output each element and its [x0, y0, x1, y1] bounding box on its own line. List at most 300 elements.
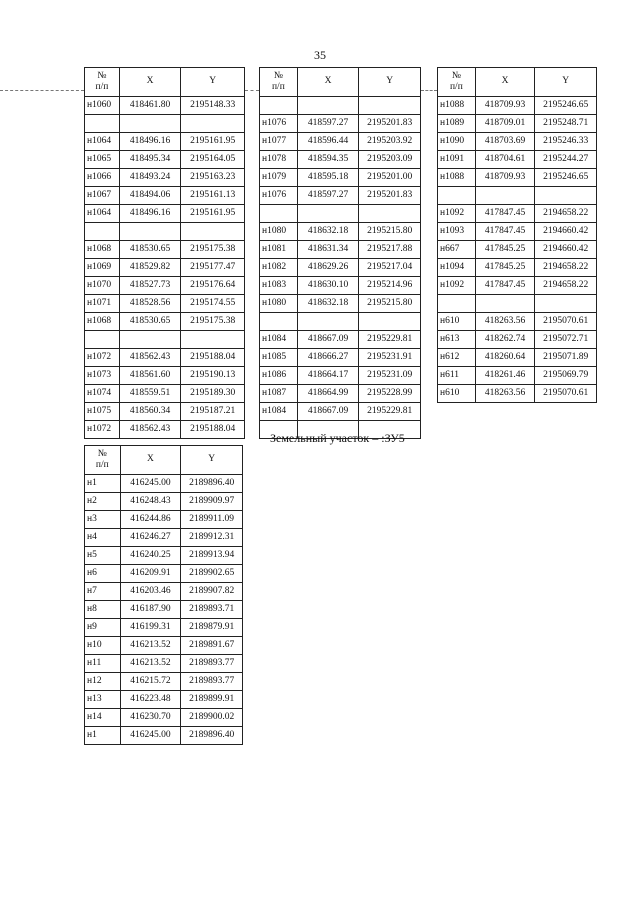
y-coordinate-cell: 2195161.95 — [181, 205, 245, 223]
point-number-cell: н1074 — [85, 385, 120, 403]
x-coordinate-cell: 416248.43 — [120, 493, 181, 511]
y-coordinate-cell — [535, 295, 597, 313]
table-row — [438, 115, 597, 133]
coordinates-table-left — [84, 67, 245, 439]
table-row — [260, 223, 421, 241]
y-coordinate-cell — [359, 97, 421, 115]
x-coordinate-cell: 416203.46 — [120, 583, 181, 601]
header-number-sign: № — [451, 71, 461, 81]
y-coordinate-cell: 2195190.13 — [181, 367, 245, 385]
x-coordinate-cell — [297, 97, 359, 115]
x-coordinate-cell: 418632.18 — [297, 223, 359, 241]
y-coordinate-cell: 2189912.31 — [181, 529, 243, 547]
table-row — [260, 313, 421, 331]
point-number-cell — [438, 187, 476, 205]
x-coordinate-cell: 416199.31 — [120, 619, 181, 637]
table-row — [85, 385, 245, 403]
x-coordinate-cell: 416215.72 — [120, 673, 181, 691]
x-coordinate-cell: 418632.18 — [297, 295, 359, 313]
table-row — [85, 313, 245, 331]
y-coordinate-cell: 2189911.09 — [181, 511, 243, 529]
table-row — [438, 259, 597, 277]
x-coordinate-cell: 418597.27 — [297, 115, 359, 133]
y-coordinate-cell: 2194658.22 — [535, 259, 597, 277]
x-coordinate-cell: 418562.43 — [119, 421, 181, 439]
table-row — [438, 331, 597, 349]
y-coordinate-cell: 2189896.40 — [181, 727, 243, 745]
table-row — [438, 295, 597, 313]
table-row — [85, 421, 245, 439]
table-row — [85, 475, 243, 493]
point-number-cell — [85, 331, 120, 349]
point-number-cell: н11 — [85, 655, 121, 673]
header-number — [438, 68, 476, 97]
header-number-sign: № — [97, 449, 107, 459]
y-coordinate-cell: 2195070.61 — [535, 385, 597, 403]
y-coordinate-cell: 2189896.40 — [181, 475, 243, 493]
y-coordinate-cell: 2195164.05 — [181, 151, 245, 169]
y-coordinate-cell: 2195188.04 — [181, 349, 245, 367]
header-number-abbr: п/п — [95, 460, 109, 470]
table-row — [85, 529, 243, 547]
table-row — [438, 169, 597, 187]
y-coordinate-cell: 2195161.95 — [181, 133, 245, 151]
point-number-cell — [85, 223, 120, 241]
y-coordinate-cell: 2195215.80 — [359, 223, 421, 241]
point-number-cell: н610 — [438, 313, 476, 331]
y-coordinate-cell: 2189893.77 — [181, 673, 243, 691]
x-coordinate-cell: 417847.45 — [475, 223, 535, 241]
x-coordinate-cell: 418631.34 — [297, 241, 359, 259]
y-coordinate-cell: 2195228.99 — [359, 385, 421, 403]
table-row — [260, 385, 421, 403]
y-coordinate-cell — [535, 187, 597, 205]
x-coordinate-cell: 418709.93 — [475, 169, 535, 187]
x-coordinate-cell: 418595.18 — [297, 169, 359, 187]
table-row — [85, 205, 245, 223]
table-row — [260, 331, 421, 349]
point-number-cell: н612 — [438, 349, 476, 367]
x-coordinate-cell: 418496.16 — [119, 133, 181, 151]
y-coordinate-cell: 2195201.83 — [359, 187, 421, 205]
x-coordinate-cell: 418261.46 — [475, 367, 535, 385]
table-row — [85, 601, 243, 619]
table-row — [260, 151, 421, 169]
y-coordinate-cell: 2195231.91 — [359, 349, 421, 367]
coordinates-table-zu5 — [84, 445, 243, 745]
y-coordinate-cell: 2195174.55 — [181, 295, 245, 313]
y-coordinate-cell: 2189879.91 — [181, 619, 243, 637]
table-row — [438, 367, 597, 385]
point-number-cell: н1086 — [260, 367, 298, 385]
y-coordinate-cell — [359, 313, 421, 331]
x-coordinate-cell: 417847.45 — [475, 277, 535, 295]
point-number-cell: н1 — [85, 475, 121, 493]
y-coordinate-cell: 2195203.92 — [359, 133, 421, 151]
x-coordinate-cell: 418560.34 — [119, 403, 181, 421]
y-coordinate-cell: 2195177.47 — [181, 259, 245, 277]
y-coordinate-cell: 2194658.22 — [535, 205, 597, 223]
x-coordinate-cell: 417845.25 — [475, 241, 535, 259]
y-coordinate-cell: 2195163.23 — [181, 169, 245, 187]
point-number-cell — [438, 295, 476, 313]
point-number-cell: н1073 — [85, 367, 120, 385]
table-row — [85, 133, 245, 151]
y-coordinate-cell — [181, 223, 245, 241]
x-coordinate-cell: 418528.56 — [119, 295, 181, 313]
x-coordinate-cell — [475, 187, 535, 205]
y-coordinate-cell: 2195231.09 — [359, 367, 421, 385]
y-coordinate-cell: 2194660.42 — [535, 241, 597, 259]
y-coordinate-cell — [359, 205, 421, 223]
page-number: 35 — [314, 48, 326, 62]
table-row — [85, 511, 243, 529]
x-coordinate-cell: 418461.80 — [119, 97, 181, 115]
table-row — [85, 637, 243, 655]
x-coordinate-cell: 416240.25 — [120, 547, 181, 565]
y-coordinate-cell: 2189900.02 — [181, 709, 243, 727]
y-coordinate-cell: 2195072.71 — [535, 331, 597, 349]
point-number-cell: н1089 — [438, 115, 476, 133]
x-coordinate-cell: 417847.45 — [475, 205, 535, 223]
x-coordinate-cell: 418664.99 — [297, 385, 359, 403]
y-coordinate-cell: 2194658.22 — [535, 277, 597, 295]
x-coordinate-cell: 418530.65 — [119, 241, 181, 259]
table-row — [85, 547, 243, 565]
x-coordinate-cell: 418527.73 — [119, 277, 181, 295]
x-coordinate-cell: 418703.69 — [475, 133, 535, 151]
y-coordinate-cell: 2189902.65 — [181, 565, 243, 583]
table-row — [85, 241, 245, 259]
header-y: Y — [181, 68, 245, 97]
x-coordinate-cell: 418262.74 — [475, 331, 535, 349]
point-number-cell — [260, 313, 298, 331]
x-coordinate-cell: 416213.52 — [120, 637, 181, 655]
point-number-cell: н1084 — [260, 403, 298, 421]
y-coordinate-cell: 2195148.33 — [181, 97, 245, 115]
x-coordinate-cell: 416230.70 — [120, 709, 181, 727]
x-coordinate-cell: 416223.48 — [120, 691, 181, 709]
point-number-cell: н1082 — [260, 259, 298, 277]
y-coordinate-cell: 2195246.65 — [535, 97, 597, 115]
y-coordinate-cell: 2195248.71 — [535, 115, 597, 133]
dashed-line-left — [0, 90, 84, 91]
table-row — [260, 115, 421, 133]
point-number-cell: н1077 — [260, 133, 298, 151]
table-row — [438, 349, 597, 367]
table-row — [438, 205, 597, 223]
x-coordinate-cell: 418709.01 — [475, 115, 535, 133]
y-coordinate-cell: 2194660.42 — [535, 223, 597, 241]
point-number-cell: н1093 — [438, 223, 476, 241]
header-number-abbr: п/п — [449, 82, 463, 92]
x-coordinate-cell: 418559.51 — [119, 385, 181, 403]
point-number-cell — [260, 205, 298, 223]
y-coordinate-cell — [181, 331, 245, 349]
x-coordinate-cell: 418630.10 — [297, 277, 359, 295]
header-number — [85, 446, 121, 475]
table-row — [260, 295, 421, 313]
x-coordinate-cell: 418629.26 — [297, 259, 359, 277]
x-coordinate-cell: 416187.90 — [120, 601, 181, 619]
table-row — [260, 205, 421, 223]
x-coordinate-cell: 418596.44 — [297, 133, 359, 151]
table-row — [85, 187, 245, 205]
point-number-cell: н3 — [85, 511, 121, 529]
y-coordinate-cell: 2195189.30 — [181, 385, 245, 403]
point-number-cell: н1084 — [260, 331, 298, 349]
coordinates-table-middle — [259, 67, 421, 439]
point-number-cell: н12 — [85, 673, 121, 691]
table-row — [438, 223, 597, 241]
point-number-cell: н1088 — [438, 169, 476, 187]
point-number-cell: н1068 — [85, 313, 120, 331]
header-x: X — [120, 446, 181, 475]
point-number-cell: н613 — [438, 331, 476, 349]
table-row — [85, 169, 245, 187]
y-coordinate-cell: 2189893.71 — [181, 601, 243, 619]
point-number-cell: н1091 — [438, 151, 476, 169]
table-row — [260, 349, 421, 367]
y-coordinate-cell: 2195215.80 — [359, 295, 421, 313]
point-number-cell: н1081 — [260, 241, 298, 259]
point-number-cell: н1060 — [85, 97, 120, 115]
x-coordinate-cell — [297, 205, 359, 223]
header-number-sign: № — [273, 71, 283, 81]
point-number-cell: н14 — [85, 709, 121, 727]
point-number-cell: н1085 — [260, 349, 298, 367]
y-coordinate-cell: 2195246.33 — [535, 133, 597, 151]
table-row — [260, 241, 421, 259]
point-number-cell: н4 — [85, 529, 121, 547]
table-row — [85, 349, 245, 367]
table-row — [85, 295, 245, 313]
y-coordinate-cell: 2189907.82 — [181, 583, 243, 601]
x-coordinate-cell: 418666.27 — [297, 349, 359, 367]
x-coordinate-cell: 418667.09 — [297, 331, 359, 349]
table-row — [85, 151, 245, 169]
point-number-cell: н1 — [85, 727, 121, 745]
table-row — [85, 691, 243, 709]
x-coordinate-cell: 418529.82 — [119, 259, 181, 277]
point-number-cell: н1092 — [438, 205, 476, 223]
y-coordinate-cell: 2195246.65 — [535, 169, 597, 187]
y-coordinate-cell: 2195070.61 — [535, 313, 597, 331]
x-coordinate-cell — [119, 331, 181, 349]
y-coordinate-cell: 2195217.04 — [359, 259, 421, 277]
table-row — [85, 673, 243, 691]
point-number-cell: н9 — [85, 619, 121, 637]
y-coordinate-cell: 2195175.38 — [181, 241, 245, 259]
point-number-cell: н610 — [438, 385, 476, 403]
point-number-cell — [85, 115, 120, 133]
point-number-cell: н6 — [85, 565, 121, 583]
x-coordinate-cell: 416246.27 — [120, 529, 181, 547]
table-row — [438, 151, 597, 169]
point-number-cell: н1094 — [438, 259, 476, 277]
x-coordinate-cell: 418530.65 — [119, 313, 181, 331]
table-row — [438, 241, 597, 259]
x-coordinate-cell — [475, 295, 535, 313]
x-coordinate-cell: 416244.86 — [120, 511, 181, 529]
table-row — [260, 277, 421, 295]
x-coordinate-cell: 418667.09 — [297, 403, 359, 421]
y-coordinate-cell: 2195069.79 — [535, 367, 597, 385]
x-coordinate-cell: 418263.56 — [475, 385, 535, 403]
point-number-cell: н1088 — [438, 97, 476, 115]
point-number-cell: н1087 — [260, 385, 298, 403]
point-number-cell: н1075 — [85, 403, 120, 421]
y-coordinate-cell: 2195175.38 — [181, 313, 245, 331]
table-row — [85, 619, 243, 637]
y-coordinate-cell: 2189899.91 — [181, 691, 243, 709]
y-coordinate-cell: 2195229.81 — [359, 403, 421, 421]
x-coordinate-cell: 417845.25 — [475, 259, 535, 277]
y-coordinate-cell: 2195187.21 — [181, 403, 245, 421]
table-row — [438, 97, 597, 115]
point-number-cell: н1072 — [85, 349, 120, 367]
point-number-cell: н1079 — [260, 169, 298, 187]
coordinates-table-right — [437, 67, 597, 403]
header-number — [85, 68, 120, 97]
point-number-cell: н8 — [85, 601, 121, 619]
header-number-sign: № — [97, 71, 107, 81]
point-number-cell: н1090 — [438, 133, 476, 151]
table-row — [85, 223, 245, 241]
table-row — [260, 403, 421, 421]
x-coordinate-cell: 416213.52 — [120, 655, 181, 673]
y-coordinate-cell: 2195188.04 — [181, 421, 245, 439]
table-row — [85, 583, 243, 601]
y-coordinate-cell: 2189893.77 — [181, 655, 243, 673]
point-number-cell: н1076 — [260, 187, 298, 205]
table-row — [438, 133, 597, 151]
point-number-cell: н7 — [85, 583, 121, 601]
x-coordinate-cell: 418493.24 — [119, 169, 181, 187]
table-row — [85, 277, 245, 295]
y-coordinate-cell: 2195201.83 — [359, 115, 421, 133]
point-number-cell: н1092 — [438, 277, 476, 295]
y-coordinate-cell: 2195229.81 — [359, 331, 421, 349]
x-coordinate-cell: 418561.60 — [119, 367, 181, 385]
point-number-cell: н1076 — [260, 115, 298, 133]
point-number-cell: н1078 — [260, 151, 298, 169]
table-row — [85, 493, 243, 511]
point-number-cell: н1065 — [85, 151, 120, 169]
header-y: Y — [359, 68, 421, 97]
point-number-cell: н1069 — [85, 259, 120, 277]
table-row — [85, 403, 245, 421]
y-coordinate-cell — [181, 115, 245, 133]
x-coordinate-cell: 416245.00 — [120, 475, 181, 493]
table-row — [260, 187, 421, 205]
table-row — [85, 565, 243, 583]
table-row — [438, 277, 597, 295]
header-x: X — [297, 68, 359, 97]
x-coordinate-cell: 418260.64 — [475, 349, 535, 367]
x-coordinate-cell: 418704.61 — [475, 151, 535, 169]
x-coordinate-cell: 418597.27 — [297, 187, 359, 205]
table-row — [260, 367, 421, 385]
y-coordinate-cell: 2195203.09 — [359, 151, 421, 169]
point-number-cell: н13 — [85, 691, 121, 709]
dashed-line-gap-1 — [245, 90, 259, 91]
header-x: X — [119, 68, 181, 97]
x-coordinate-cell: 418709.93 — [475, 97, 535, 115]
y-coordinate-cell: 2195201.00 — [359, 169, 421, 187]
y-coordinate-cell: 2195176.64 — [181, 277, 245, 295]
section-title: Земельный участок – :ЗУ5 — [270, 431, 405, 445]
y-coordinate-cell: 2195217.88 — [359, 241, 421, 259]
x-coordinate-cell — [119, 115, 181, 133]
y-coordinate-cell: 2189913.94 — [181, 547, 243, 565]
point-number-cell: н1064 — [85, 205, 120, 223]
point-number-cell: н1068 — [85, 241, 120, 259]
point-number-cell: н1072 — [85, 421, 120, 439]
point-number-cell: н10 — [85, 637, 121, 655]
table-row — [85, 97, 245, 115]
x-coordinate-cell: 418664.17 — [297, 367, 359, 385]
table-row — [260, 97, 421, 115]
dashed-line-gap-2 — [421, 90, 437, 91]
table-row — [85, 655, 243, 673]
x-coordinate-cell: 418495.34 — [119, 151, 181, 169]
point-number-cell: н1067 — [85, 187, 120, 205]
header-x: X — [475, 68, 535, 97]
table-row — [85, 709, 243, 727]
table-row — [85, 115, 245, 133]
y-coordinate-cell: 2195214.96 — [359, 277, 421, 295]
table-row — [85, 331, 245, 349]
table-row — [260, 169, 421, 187]
x-coordinate-cell: 418263.56 — [475, 313, 535, 331]
point-number-cell: н1064 — [85, 133, 120, 151]
table-row — [438, 385, 597, 403]
x-coordinate-cell: 418496.16 — [119, 205, 181, 223]
table-row — [85, 727, 243, 745]
table-row — [260, 259, 421, 277]
point-number-cell: н611 — [438, 367, 476, 385]
point-number-cell: н1083 — [260, 277, 298, 295]
header-number-abbr: п/п — [271, 82, 285, 92]
y-coordinate-cell: 2195161.13 — [181, 187, 245, 205]
x-coordinate-cell: 418494.06 — [119, 187, 181, 205]
header-y: Y — [181, 446, 243, 475]
point-number-cell: н1066 — [85, 169, 120, 187]
point-number-cell: н1070 — [85, 277, 120, 295]
x-coordinate-cell: 416209.91 — [120, 565, 181, 583]
header-y: Y — [535, 68, 597, 97]
point-number-cell: н1080 — [260, 295, 298, 313]
point-number-cell — [260, 97, 298, 115]
table-row — [260, 133, 421, 151]
header-number-abbr: п/п — [95, 82, 109, 92]
header-number — [260, 68, 298, 97]
x-coordinate-cell: 418562.43 — [119, 349, 181, 367]
point-number-cell: н2 — [85, 493, 121, 511]
point-number-cell: н1071 — [85, 295, 120, 313]
y-coordinate-cell: 2189909.97 — [181, 493, 243, 511]
table-row — [85, 259, 245, 277]
point-number-cell: н5 — [85, 547, 121, 565]
x-coordinate-cell — [297, 313, 359, 331]
x-coordinate-cell: 418594.35 — [297, 151, 359, 169]
x-coordinate-cell — [119, 223, 181, 241]
point-number-cell: н667 — [438, 241, 476, 259]
table-row — [438, 187, 597, 205]
x-coordinate-cell: 416245.00 — [120, 727, 181, 745]
y-coordinate-cell: 2189891.67 — [181, 637, 243, 655]
